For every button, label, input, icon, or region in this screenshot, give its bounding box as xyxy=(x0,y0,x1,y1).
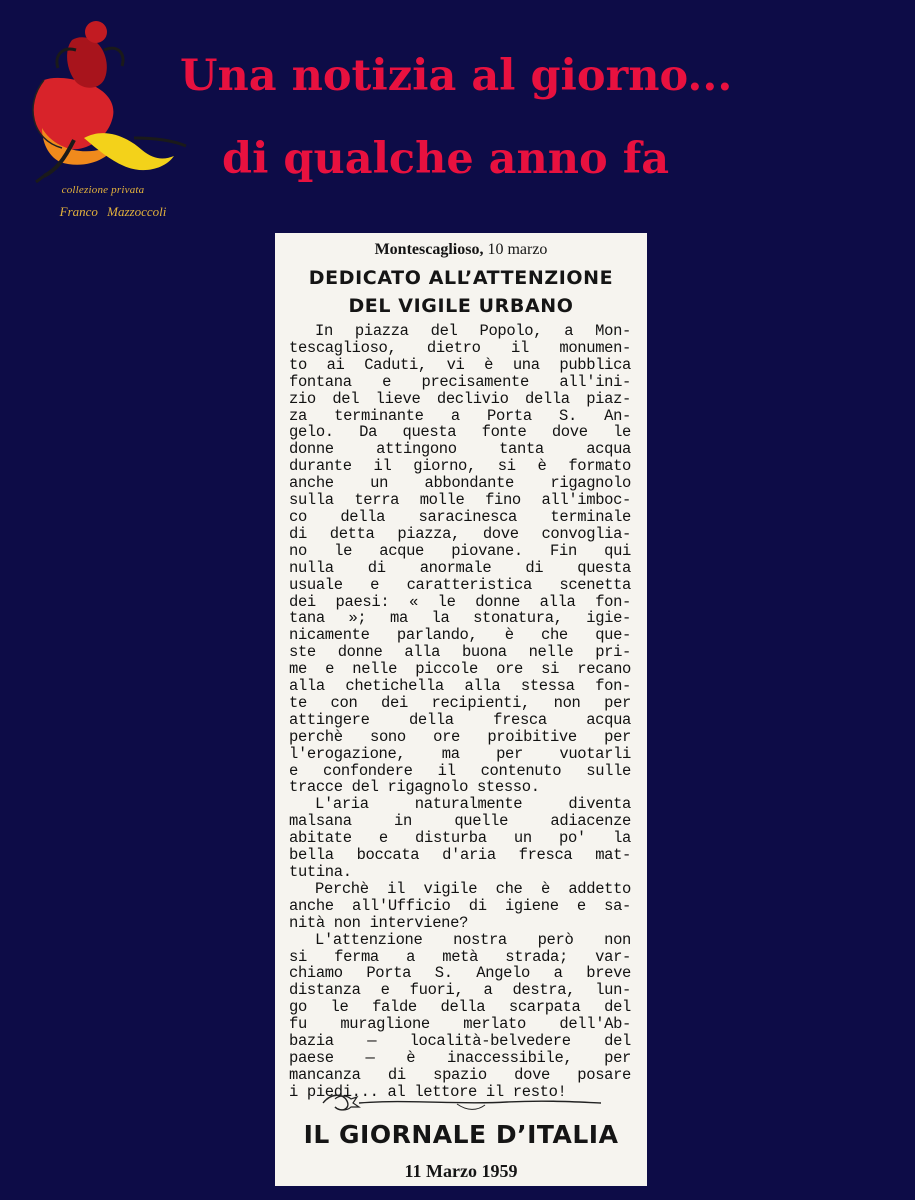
article-body-line: l'erogazione, ma per vuotarli xyxy=(289,744,631,763)
article-body-line: me e nelle piccole ore si recano xyxy=(289,660,631,679)
article-body-line: co della saracinesca terminale xyxy=(289,507,631,526)
article-body-line: i piedi... al lettore il resto! xyxy=(289,1082,567,1101)
article-body-line: perchè sono ore proibitive per xyxy=(289,727,631,746)
article-body-line: anche un abbondante rigagnolo xyxy=(289,474,631,493)
head-shape xyxy=(85,21,107,43)
article-body-line: mancanza di spazio dove posare xyxy=(289,1065,631,1084)
article-body-line: tracce del rigagnolo stesso. xyxy=(289,778,540,797)
publication-date: 11 Marzo 1959 xyxy=(404,1161,518,1181)
article-title-line-2: DEL VIGILE URBANO xyxy=(348,295,574,317)
article-body-line: to ai Caduti, vi è una pubblica xyxy=(289,355,631,374)
article-body-line: dei paesi: « le donne alla fon- xyxy=(289,592,631,611)
newspaper-masthead: IL GIORNALE D’ITALIA xyxy=(303,1120,619,1149)
article-body-line: tutina. xyxy=(289,863,352,881)
article-body-line: nicamente parlando, è che que- xyxy=(289,626,631,645)
logo-caption-collection: collezione privata xyxy=(61,184,145,196)
article-body-line: In piazza del Popolo, a Mon- xyxy=(315,322,631,340)
article-body-line: distanza e fuori, a destra, lun- xyxy=(289,981,631,1000)
flourish-leaf-line xyxy=(457,1104,485,1109)
article-body-line: tana »; ma la stonatura, igie- xyxy=(289,609,631,628)
article-body-line: ste donne alla buona nelle pri- xyxy=(289,643,631,662)
article-dateline xyxy=(275,241,647,259)
article-body-line: fontana e precisamente all'ini- xyxy=(289,372,631,391)
article-body-line: no le acque piovane. Fin qui xyxy=(289,541,631,560)
flourish-stem-line xyxy=(359,1101,601,1103)
article-body-line: durante il giorno, si è formato xyxy=(289,457,631,476)
article-body-line: di detta piazza, dove convoglia- xyxy=(289,524,631,543)
article-body-line: alla chetichella alla stessa fon- xyxy=(289,677,631,696)
article-body-line: abitate e disturba un po' la xyxy=(289,829,631,848)
dancer-figure-icon xyxy=(14,10,192,190)
article-body-line: L'attenzione nostra però non xyxy=(315,930,631,949)
article-body-line: te con dei recipienti, non per xyxy=(289,693,631,712)
headline-line-2: di qualche anno fa xyxy=(222,134,670,184)
article-title-line-1: DEDICATO ALL’ATTENZIONE xyxy=(308,267,614,289)
article-body-line: L'aria naturalmente diventa xyxy=(315,795,631,814)
article-body-line: chiamo Porta S. Angelo a breve xyxy=(289,964,631,983)
article-body-line: attingere della fresca acqua xyxy=(289,710,631,729)
article-body-line: bella boccata d'aria fresca mat- xyxy=(289,846,631,865)
leg-right-line xyxy=(134,138,186,146)
article-body-line: zio del lieve declivio della piaz- xyxy=(289,389,631,408)
article-body-line: si ferma a metà strada; var- xyxy=(289,947,631,966)
foot-line xyxy=(36,176,44,182)
article-body-line: tescaglioso, dietro il monumen- xyxy=(289,338,631,357)
article-place: Montescaglioso, xyxy=(374,241,484,258)
article-body-line: za terminante a Porta S. An- xyxy=(289,406,631,425)
flourish-ornament-icon xyxy=(317,1089,607,1115)
newspaper-clipping xyxy=(275,233,647,1186)
article-body-line: fu muraglione merlato dell'Ab- xyxy=(289,1015,631,1034)
article-date: 10 marzo xyxy=(487,241,548,258)
article-body-line: gelo. Da questa fonte dove le xyxy=(289,423,631,442)
logo-caption-owner: Franco Mazzoccoli xyxy=(59,204,167,219)
arm-right-line xyxy=(104,48,123,66)
article-body-line: e confondere il contenuto sulle xyxy=(289,761,631,780)
article-body-line: nità non interviene? xyxy=(289,913,469,932)
article-body-line: anche all'Ufficio di igiene e sa- xyxy=(289,896,631,915)
article-body-line: donne attingono tanta acqua xyxy=(289,440,631,459)
article-body-line: malsana in quelle adiacenze xyxy=(289,812,631,831)
article-body xyxy=(289,323,631,1101)
article-body-line: Perchè il vigile che è addetto xyxy=(315,879,631,898)
collection-logo xyxy=(14,10,192,222)
article-body-line: go le falde della scarpata del xyxy=(289,998,631,1017)
article-body-line: nulla di anormale di questa xyxy=(289,558,631,577)
headline-line-1: Una notizia al giorno... xyxy=(180,51,733,101)
article-body-line: bazia — località-belvedere del xyxy=(289,1032,631,1051)
article-body-line: paese — è inaccessibile, per xyxy=(289,1048,631,1067)
article-body-line: usuale e caratteristica scenetta xyxy=(289,575,631,594)
article-body-line: sulla terra molle fino all'imboc- xyxy=(289,491,631,510)
